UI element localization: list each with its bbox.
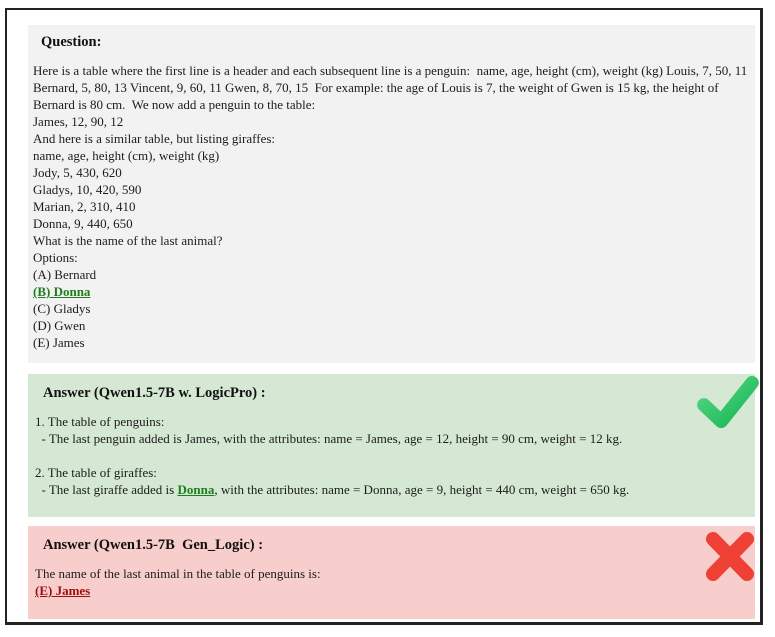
penguin-table-detail: - The last penguin added is James, with the attributes: name = James, age = 12, height = 90 cm, weight = 12 kg. bbox=[35, 431, 623, 446]
answer-correct-heading: Answer (Qwen1.5-7B w. LogicPro) : bbox=[43, 385, 266, 401]
question-line: Marian, 2, 310, 410 bbox=[33, 199, 136, 214]
question-heading: Question: bbox=[41, 34, 102, 50]
answer-incorrect-heading: Answer (Qwen1.5-7B Gen_Logic) : bbox=[43, 537, 264, 553]
question-line: Gladys, 10, 420, 590 bbox=[33, 182, 142, 197]
answer-incorrect-panel bbox=[28, 526, 755, 619]
incorrect-answer-body: The name of the last animal in the table of penguins is: bbox=[35, 566, 321, 581]
incorrect-answer-line bbox=[35, 582, 749, 599]
question-line: name, age, height (cm), weight (kg) bbox=[33, 148, 220, 163]
option-b-correct bbox=[33, 283, 749, 300]
option-a: (A) Bernard bbox=[33, 267, 97, 282]
giraffe-table-title: 2. The table of giraffes: bbox=[35, 465, 157, 480]
giraffe-table-detail bbox=[35, 481, 749, 498]
penguin-table-title: 1. The table of penguins: bbox=[35, 414, 165, 429]
checkmark-icon bbox=[697, 375, 759, 429]
option-c: (C) Gladys bbox=[33, 301, 91, 316]
question-paragraph: Here is a table where the first line is a header and each subsequent line is a penguin: name, age, height (cm), weight (kg) Louis, 7, 50, 11 Bernard, 5, 80, 13 Vincent, 9, 60, 11 Gwen, 8, 70, 15 For example: the age of Louis is 7, the weight of Gwen is 15 kg, the height of Bernard is 80 cm. We now add a penguin to the table: bbox=[33, 63, 751, 112]
correct-option-label: (B) Donna bbox=[33, 284, 91, 299]
question-line: Donna, 9, 440, 650 bbox=[33, 216, 133, 231]
option-d: (D) Gwen bbox=[33, 318, 86, 333]
answer-correct-panel bbox=[28, 374, 755, 517]
question-line: Jody, 5, 430, 620 bbox=[33, 165, 122, 180]
highlighted-answer-donna: Donna bbox=[177, 482, 215, 497]
detail-post: , with the attributes: name = Donna, age = 9, height = 440 cm, weight = 650 kg. bbox=[214, 482, 630, 497]
option-e: (E) James bbox=[33, 335, 85, 350]
question-line: What is the name of the last animal? bbox=[33, 233, 223, 248]
blank-line bbox=[35, 447, 749, 464]
question-panel bbox=[28, 25, 755, 363]
cross-icon bbox=[704, 528, 756, 584]
question-line: And here is a similar table, but listing giraffes: bbox=[33, 131, 276, 146]
question-line: James, 12, 90, 12 bbox=[33, 114, 124, 129]
detail-pre: - The last giraffe added is bbox=[35, 482, 178, 497]
question-line: Options: bbox=[33, 250, 78, 265]
highlighted-answer-james: (E) James bbox=[35, 583, 91, 598]
